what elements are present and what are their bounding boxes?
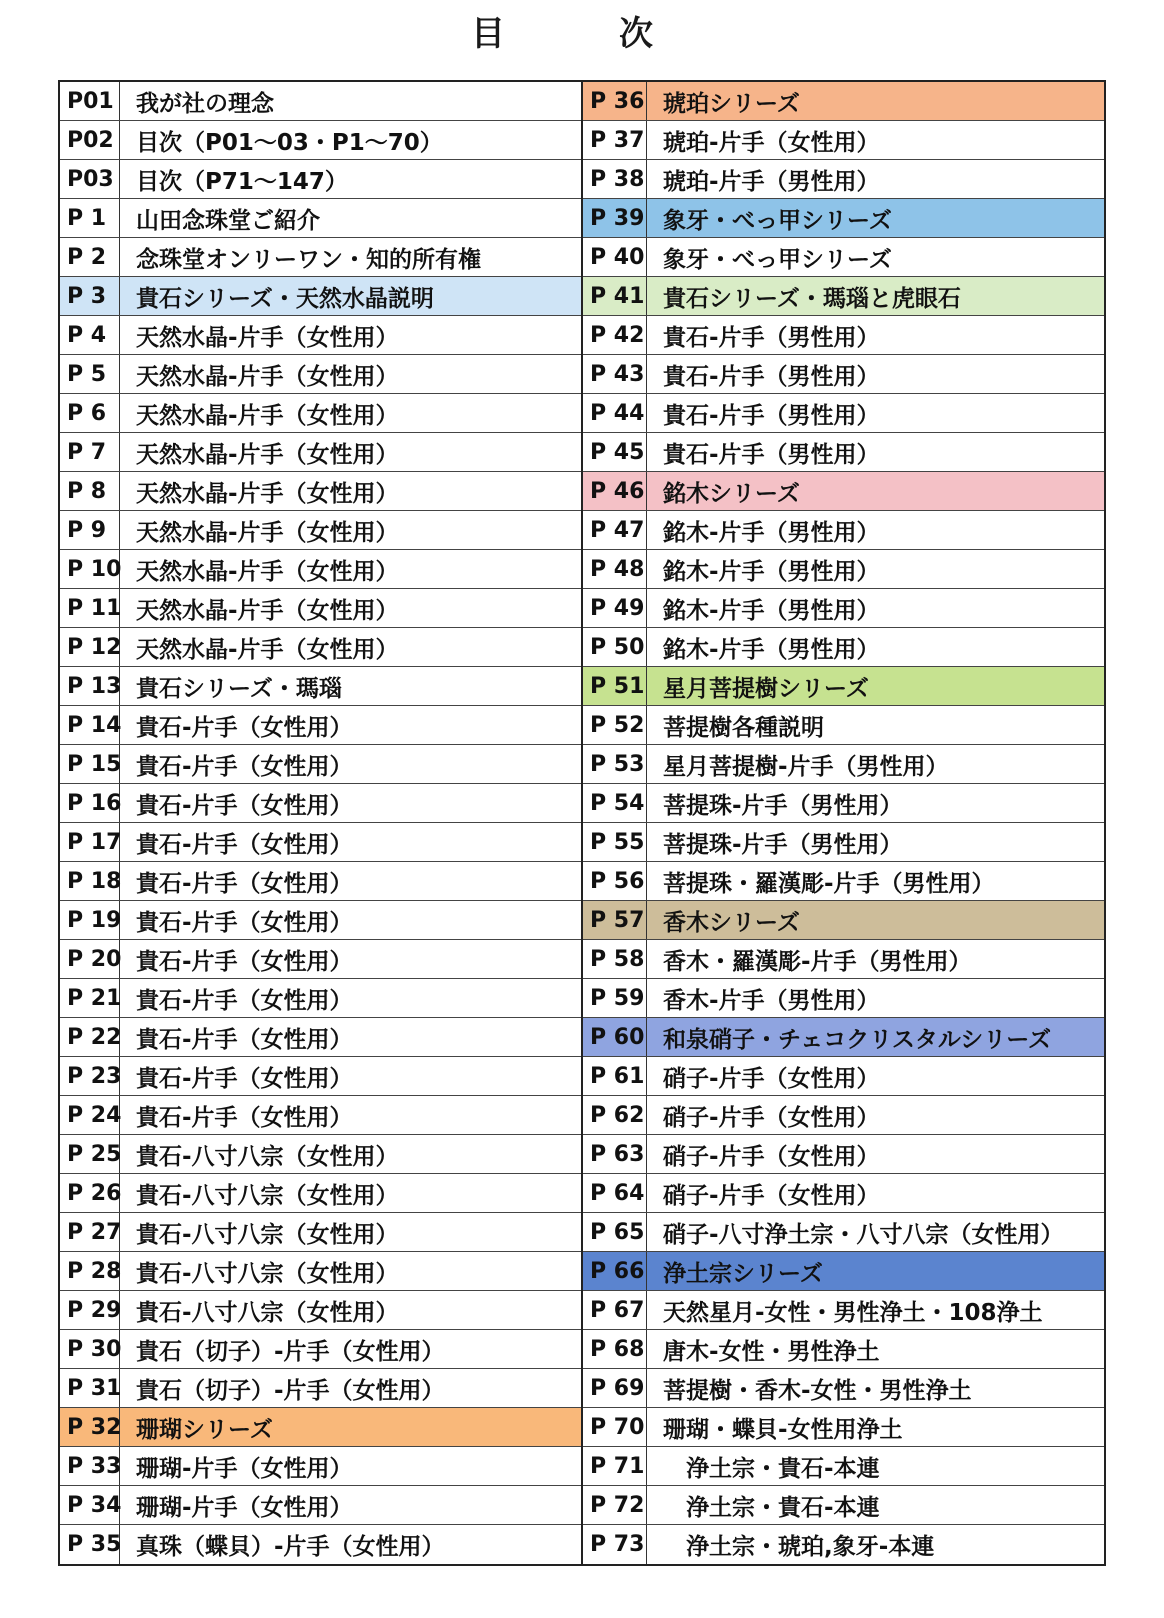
toc-page-number: P 50: [583, 628, 647, 666]
toc-row: [583, 1096, 1104, 1135]
toc-row: [583, 238, 1104, 277]
toc-entry-title: 貴石（切子）-片手（女性用）: [136, 1338, 445, 1365]
toc-entry-title: 貴石-片手（女性用）: [136, 987, 353, 1014]
toc-page-number: P 41: [583, 277, 647, 315]
toc-row: [60, 199, 581, 238]
toc-entry-title: 唐木-女性・男性浄土: [663, 1338, 880, 1365]
toc-entry-title: 銘木-片手（男性用）: [663, 597, 880, 624]
toc-page-number: P 60: [583, 1018, 647, 1056]
toc-row: [583, 979, 1104, 1018]
toc-row: [60, 1291, 581, 1330]
toc-page-number: P 29: [60, 1291, 120, 1329]
toc-entry-title: 貴石-片手（男性用）: [663, 441, 880, 468]
toc-entry-title: 香木-片手（男性用）: [663, 987, 880, 1014]
toc-page-number: P 2: [60, 238, 120, 276]
toc-entry-title: 銘木-片手（男性用）: [663, 519, 880, 546]
toc-row: [583, 784, 1104, 823]
toc-page-number: P 32: [60, 1408, 120, 1446]
toc-row: [60, 550, 581, 589]
toc-page-number: P 25: [60, 1135, 120, 1173]
toc-entry-title: 貴石-片手（男性用）: [663, 402, 880, 429]
toc-page-number: P 72: [583, 1486, 647, 1524]
toc-row: [60, 706, 581, 745]
toc-row: [583, 1252, 1104, 1291]
toc-page-number: P 45: [583, 433, 647, 471]
toc-entry-title: 貴石シリーズ・天然水晶説明: [136, 285, 434, 312]
toc-row: [583, 1174, 1104, 1213]
toc-row: [583, 1369, 1104, 1408]
toc-page-number: P 6: [60, 394, 120, 432]
toc-page-number: P 40: [583, 238, 647, 276]
toc-page-number: P 37: [583, 121, 647, 159]
toc-entry-title: 銘木-片手（男性用）: [663, 558, 880, 585]
toc-entry-title: 貴石-片手（女性用）: [136, 792, 353, 819]
toc-page-number: P 55: [583, 823, 647, 861]
toc-row: [60, 1330, 581, 1369]
toc-row: [60, 1525, 581, 1564]
toc-row: [60, 745, 581, 784]
toc-entry-title: 琥珀-片手（男性用）: [663, 168, 880, 195]
toc-entry-title: 貴石-片手（女性用）: [136, 1026, 353, 1053]
toc-row: [60, 1057, 581, 1096]
toc-page-number: P 5: [60, 355, 120, 393]
toc-entry-title: 香木・羅漢彫-片手（男性用）: [663, 948, 972, 975]
toc-row: [583, 199, 1104, 238]
toc-page-number: P 26: [60, 1174, 120, 1212]
toc-row: [60, 82, 581, 121]
toc-entry-title: 香木シリーズ: [663, 909, 800, 936]
toc-entry-title: 貴石-片手（男性用）: [663, 363, 880, 390]
toc-page-number: P 31: [60, 1369, 120, 1407]
toc-page-number: P 34: [60, 1486, 120, 1524]
toc-entry-title: 琥珀シリーズ: [663, 90, 800, 117]
toc-entry-title: 貴石-八寸八宗（女性用）: [136, 1182, 399, 1209]
toc-entry-title: 天然水晶-片手（女性用）: [136, 363, 399, 390]
toc-row: [60, 1369, 581, 1408]
toc-row: [60, 628, 581, 667]
toc-page-number: P 71: [583, 1447, 647, 1485]
toc-page-number: P 43: [583, 355, 647, 393]
toc-page-number: P 21: [60, 979, 120, 1017]
toc-entry-title: 珊瑚-片手（女性用）: [136, 1455, 353, 1482]
toc-entry-title: 象牙・べっ甲シリーズ: [663, 207, 892, 234]
toc-entry-title: 貴石-片手（女性用）: [136, 753, 353, 780]
toc-row: [583, 667, 1104, 706]
toc-entry-title: 真珠（蝶貝）-片手（女性用）: [136, 1534, 445, 1560]
toc-page-number: P 73: [583, 1525, 647, 1564]
toc-row: [60, 1447, 581, 1486]
toc-row: [583, 1525, 1104, 1564]
toc-row: [60, 1408, 581, 1447]
toc-entry-title: 貴石-片手（男性用）: [663, 324, 880, 351]
toc-page-number: P 54: [583, 784, 647, 822]
toc-page-number: P 15: [60, 745, 120, 783]
toc-entry-title: 菩提樹各種説明: [663, 714, 824, 741]
toc-entry-title: 貴石-片手（女性用）: [136, 948, 353, 975]
toc-entry-title: 天然水晶-片手（女性用）: [136, 402, 399, 429]
toc-page-number: P 56: [583, 862, 647, 900]
toc-column-right: [583, 82, 1104, 1564]
toc-page-number: P 18: [60, 862, 120, 900]
toc-row: [583, 550, 1104, 589]
toc-row: [60, 1252, 581, 1291]
toc-entry-title: 硝子-片手（女性用）: [663, 1182, 880, 1209]
toc-row: [583, 862, 1104, 901]
toc-row: [583, 1057, 1104, 1096]
toc-page-number: P 27: [60, 1213, 120, 1251]
toc-page-number: P 53: [583, 745, 647, 783]
toc-page-number: P02: [60, 121, 120, 159]
toc-row: [60, 589, 581, 628]
toc-row: [60, 277, 581, 316]
toc-row: [583, 121, 1104, 160]
toc-entry-title: 浄土宗・琥珀,象牙-本連: [663, 1534, 935, 1560]
toc-page-number: P 12: [60, 628, 120, 666]
toc-page-number: P 7: [60, 433, 120, 471]
toc-row: [583, 394, 1104, 433]
toc-entry-title: 貴石-八寸八宗（女性用）: [136, 1221, 399, 1248]
toc-row: [583, 472, 1104, 511]
toc-page-number: P 13: [60, 667, 120, 705]
toc-row: [60, 901, 581, 940]
toc-page-number: P 57: [583, 901, 647, 939]
toc-entry-title: 浄土宗シリーズ: [663, 1260, 823, 1287]
toc-page-number: P 38: [583, 160, 647, 198]
toc-page-number: P 20: [60, 940, 120, 978]
toc-row: [583, 277, 1104, 316]
toc-page-number: P 11: [60, 589, 120, 627]
toc-entry-title: 貴石-八寸八宗（女性用）: [136, 1299, 399, 1326]
toc-page-number: P 10: [60, 550, 120, 588]
toc-page-number: P 8: [60, 472, 120, 510]
toc-row: [60, 238, 581, 277]
toc-page-number: P03: [60, 160, 120, 198]
toc-entry-title: 天然水晶-片手（女性用）: [136, 480, 399, 507]
toc-page-number: P 33: [60, 1447, 120, 1485]
toc-entry-title: 星月菩提樹-片手（男性用）: [663, 753, 949, 780]
toc-entry-title: 珊瑚-片手（女性用）: [136, 1494, 353, 1521]
toc-entry-title: 貴石-片手（女性用）: [136, 1065, 353, 1092]
toc-page-number: P 4: [60, 316, 120, 354]
toc-entry-title: 菩提珠-片手（男性用）: [663, 831, 903, 858]
toc-entry-title: 目次（P71～147）: [136, 168, 348, 195]
toc-row: [60, 667, 581, 706]
toc-column-left: [60, 82, 583, 1564]
toc-page-number: P 66: [583, 1252, 647, 1290]
toc-row: [60, 823, 581, 862]
toc-page-number: P 70: [583, 1408, 647, 1446]
toc-page-number: P01: [60, 82, 120, 120]
toc-row: [583, 589, 1104, 628]
toc-page-number: P 3: [60, 277, 120, 315]
toc-row: [583, 823, 1104, 862]
toc-entry-title: 貴石-片手（女性用）: [136, 1104, 353, 1131]
toc-row: [60, 1174, 581, 1213]
toc-entry-title: 貴石-八寸八宗（女性用）: [136, 1143, 399, 1170]
toc-page-number: P 51: [583, 667, 647, 705]
toc-entry-title: 貴石（切子）-片手（女性用）: [136, 1377, 445, 1404]
toc-row: [60, 1135, 581, 1174]
toc-entry-title: 硝子-片手（女性用）: [663, 1104, 880, 1131]
toc-row: [60, 979, 581, 1018]
toc-entry-title: 天然水晶-片手（女性用）: [136, 519, 399, 546]
toc-page-number: P 24: [60, 1096, 120, 1134]
toc-entry-title: 念珠堂オンリーワン・知的所有権: [136, 246, 481, 273]
toc-entry-title: 象牙・べっ甲シリーズ: [663, 246, 892, 273]
toc-entry-title: 琥珀-片手（女性用）: [663, 129, 880, 156]
toc-entry-title: 天然水晶-片手（女性用）: [136, 441, 399, 468]
toc-row: [60, 1018, 581, 1057]
toc-row: [60, 940, 581, 979]
toc-entry-title: 天然水晶-片手（女性用）: [136, 558, 399, 585]
toc-page-number: P 58: [583, 940, 647, 978]
toc-row: [583, 745, 1104, 784]
toc-row: [60, 1096, 581, 1135]
toc-page-number: P 16: [60, 784, 120, 822]
toc-page-number: P 39: [583, 199, 647, 237]
toc-page-number: P 35: [60, 1525, 120, 1564]
toc-entry-title: 浄土宗・貴石-本連: [663, 1494, 880, 1521]
toc-row: [60, 355, 581, 394]
toc-page-number: P 52: [583, 706, 647, 744]
toc-entry-title: 菩提珠・羅漢彫-片手（男性用）: [663, 870, 995, 897]
toc-row: [583, 1213, 1104, 1252]
toc-entry-title: 貴石シリーズ・瑪瑙: [136, 675, 342, 702]
toc-entry-title: 星月菩提樹シリーズ: [663, 675, 869, 702]
toc-entry-title: 貴石-片手（女性用）: [136, 831, 353, 858]
toc-entry-title: 珊瑚シリーズ: [136, 1416, 273, 1443]
toc-page-number: P 30: [60, 1330, 120, 1368]
toc-row: [583, 628, 1104, 667]
toc-row: [583, 355, 1104, 394]
toc-entry-title: 山田念珠堂ご紹介: [136, 207, 320, 234]
toc-row: [583, 316, 1104, 355]
toc-entry-title: 我が社の理念: [136, 90, 274, 117]
toc-row: [583, 433, 1104, 472]
toc-row: [583, 1447, 1104, 1486]
toc-page-number: P 49: [583, 589, 647, 627]
page-title: 目 次: [471, 14, 693, 54]
toc-row: [60, 1486, 581, 1525]
toc-entry-title: 目次（P01～03・P1～70）: [136, 129, 443, 156]
toc-page-number: P 28: [60, 1252, 120, 1290]
toc-row: [60, 511, 581, 550]
toc-page-number: P 65: [583, 1213, 647, 1251]
toc-row: [583, 1486, 1104, 1525]
toc-page-number: P 61: [583, 1057, 647, 1095]
toc-entry-title: 菩提珠-片手（男性用）: [663, 792, 903, 819]
toc-entry-title: 貴石-片手（女性用）: [136, 909, 353, 936]
toc-row: [583, 1291, 1104, 1330]
toc-row: [583, 940, 1104, 979]
toc-row: [60, 433, 581, 472]
toc-row: [583, 1018, 1104, 1057]
toc-row: [60, 862, 581, 901]
toc-entry-title: 天然水晶-片手（女性用）: [136, 324, 399, 351]
toc-row: [60, 1213, 581, 1252]
toc-row: [583, 1408, 1104, 1447]
toc-page-number: P 46: [583, 472, 647, 510]
toc-row: [583, 160, 1104, 199]
toc-entry-title: 天然星月-女性・男性浄土・108浄土: [663, 1299, 1043, 1326]
toc-row: [60, 316, 581, 355]
toc-row: [60, 472, 581, 511]
toc-entry-title: 硝子-片手（女性用）: [663, 1065, 880, 1092]
toc-page-number: P 68: [583, 1330, 647, 1368]
toc-page-number: P 47: [583, 511, 647, 549]
toc-entry-title: 和泉硝子・チェコクリスタルシリーズ: [663, 1026, 1052, 1053]
toc-entry-title: 貴石-片手（女性用）: [136, 870, 353, 897]
toc-row: [60, 394, 581, 433]
toc-row: [583, 511, 1104, 550]
toc-entry-title: 硝子-片手（女性用）: [663, 1143, 880, 1170]
toc-page-number: P 14: [60, 706, 120, 744]
toc-row: [583, 901, 1104, 940]
toc-page-number: P 64: [583, 1174, 647, 1212]
toc-page-number: P 62: [583, 1096, 647, 1134]
toc-entry-title: 菩提樹・香木-女性・男性浄土: [663, 1377, 972, 1404]
toc-row: [60, 121, 581, 160]
toc-page-number: P 1: [60, 199, 120, 237]
toc-entry-title: 硝子-八寸浄土宗・八寸八宗（女性用）: [663, 1221, 1064, 1248]
toc-entry-title: 天然水晶-片手（女性用）: [136, 636, 399, 663]
toc-row: [60, 160, 581, 199]
toc-page-number: P 69: [583, 1369, 647, 1407]
toc-entry-title: 貴石シリーズ・瑪瑙と虎眼石: [663, 285, 961, 312]
toc-page-number: P 59: [583, 979, 647, 1017]
toc-entry-title: 浄土宗・貴石-本連: [663, 1455, 880, 1482]
toc-page-number: P 23: [60, 1057, 120, 1095]
toc-entry-title: 銘木-片手（男性用）: [663, 636, 880, 663]
toc-entry-title: 天然水晶-片手（女性用）: [136, 597, 399, 624]
toc-page-number: P 9: [60, 511, 120, 549]
toc-page-number: P 19: [60, 901, 120, 939]
toc-page-number: P 22: [60, 1018, 120, 1056]
toc-row: [583, 1330, 1104, 1369]
toc-page-number: P 67: [583, 1291, 647, 1329]
toc-entry-title: 珊瑚・蝶貝-女性用浄土: [663, 1416, 903, 1443]
toc-table: [58, 80, 1106, 1566]
toc-entry-title: 銘木シリーズ: [663, 480, 800, 507]
toc-row: [60, 784, 581, 823]
toc-page-number: P 42: [583, 316, 647, 354]
toc-entry-title: 貴石-八寸八宗（女性用）: [136, 1260, 399, 1287]
toc-row: [583, 82, 1104, 121]
toc-row: [583, 1135, 1104, 1174]
toc-page-number: P 17: [60, 823, 120, 861]
toc-entry-title: 貴石-片手（女性用）: [136, 714, 353, 741]
toc-page-number: P 63: [583, 1135, 647, 1173]
toc-page-number: P 44: [583, 394, 647, 432]
toc-page-number: P 48: [583, 550, 647, 588]
toc-row: [583, 706, 1104, 745]
toc-page-number: P 36: [583, 82, 647, 120]
